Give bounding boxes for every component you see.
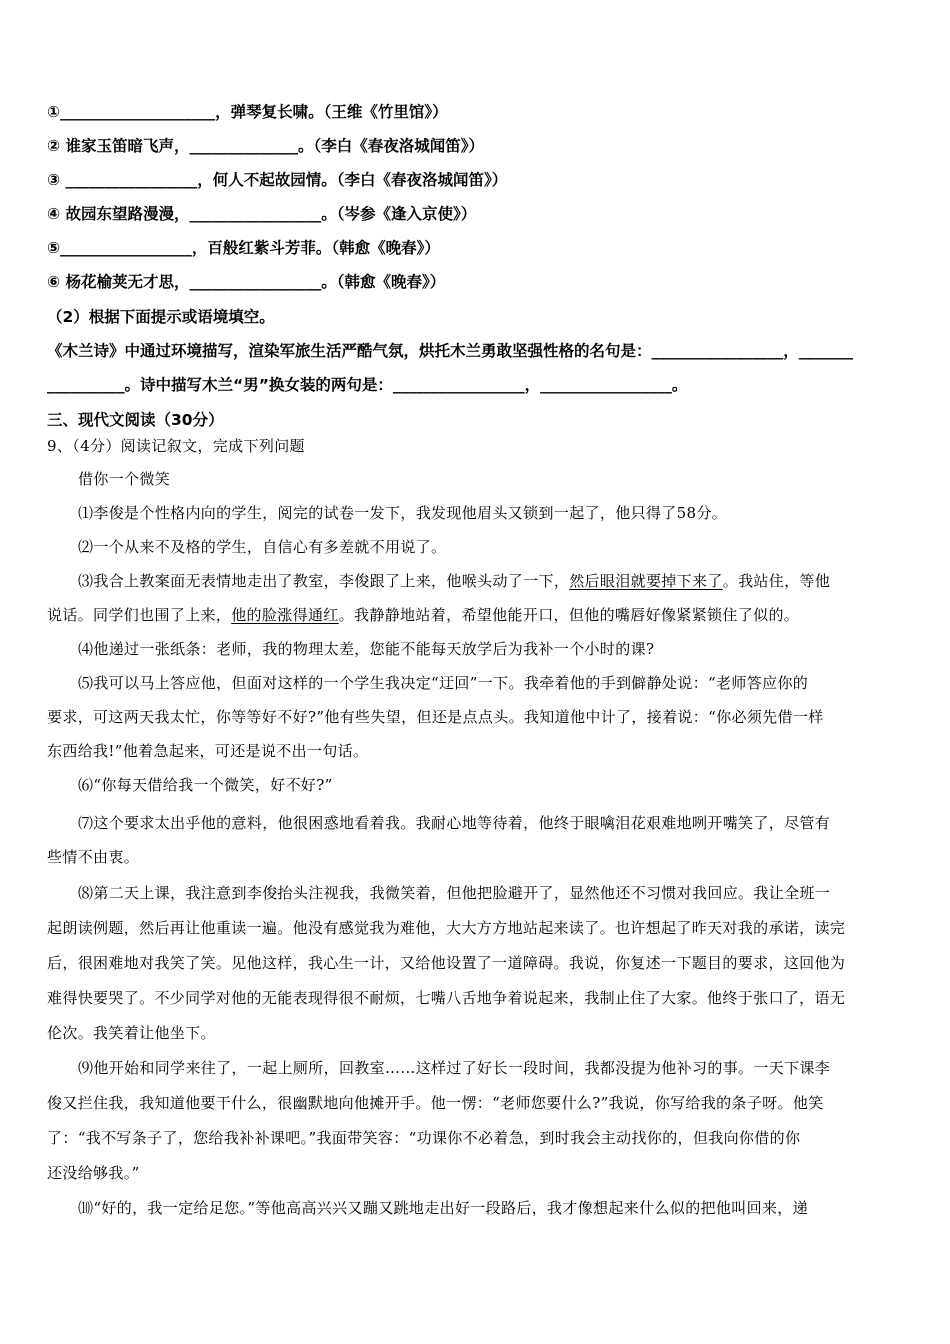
mulan-question-line2: __________。诗中描写木兰“男”换女装的两句是：_________________，_________________。 xyxy=(47,376,688,394)
part2-heading: （2）根据下面提示或语境填空。 xyxy=(47,308,275,326)
story-title: 借你一个微笑 xyxy=(78,470,171,488)
question-header: 9、（4分）阅读记叙文，完成下列问题 xyxy=(47,437,305,455)
paragraph-9-line4: 还没给够我。” xyxy=(47,1164,140,1182)
paragraph-6: ⑹“你每天借给我一个微笑，好不好?” xyxy=(78,776,333,794)
paragraph-5-line1: ⑸我可以马上答应他，但面对这样的一个学生我决定“迂回”一下。我牵着他的手到僻静处说：“老师答应你的 xyxy=(78,674,809,692)
paragraph-9-line3: 了：“我不写条子了，您给我补补课吧。”我面带笑容：“功课你不必着急，到时我会主动找你的，但我向你借的你 xyxy=(47,1129,801,1147)
section-title: 三、现代文阅读（30分） xyxy=(47,411,224,429)
underlined-phrase-2: 他的脸涨得通红 xyxy=(231,606,339,624)
paragraph-9-line1: ⑼他开始和同学来往了，一起上厕所，回教室……这样过了好长一段时间，我都没提为他补习的事。一天下课李 xyxy=(78,1059,831,1077)
fill-blank-4: ④ 故园东望路漫漫，_________________。（岑参《逢入京使》） xyxy=(47,205,477,223)
underlined-phrase-1: 然后眼泪就要掉下来了 xyxy=(569,572,723,590)
paragraph-7-line1: ⑺这个要求太出乎他的意料，他很困惑地看着我。我耐心地等待着，他终于眼噙泪花艰难地咧开嘴笑了，尽管有 xyxy=(78,814,831,832)
fill-blank-3: ③ _________________，何人不起故园情。（李白《春夜洛城闻笛》） xyxy=(47,171,508,189)
paragraph-4: ⑷他递过一张纸条：老师，我的物理太差，您能不能每天放学后为我补一个小时的课? xyxy=(78,640,655,658)
paragraph-7-line2: 些情不由衷。 xyxy=(47,848,140,866)
paragraph-8-line2: 起朗读例题，然后再让他重读一遍。他没有感觉我为难他，大大方方地站起来读了。也许想起了昨天对我的承诺，读完 xyxy=(47,919,846,937)
paragraph-3-line1 xyxy=(78,570,908,592)
paragraph-3-text-a: ⑶我合上教案面无表情地走出了教室，李俊跟了上来，他喉头动了一下， xyxy=(78,572,570,590)
paragraph-3-text-c: 说话。同学们也围了上来， xyxy=(47,606,232,624)
paragraph-10-line1: ⑽“好的，我一定给足您。”等他高高兴兴又蹦又跳地走出好一段路后，我才像想起来什么似的把他叫回来，递 xyxy=(78,1199,808,1217)
paragraph-3-text-d: 。我静静地站着，希望他能开口，但他的嘴唇好像紧紧锁住了似的。 xyxy=(338,606,800,624)
fill-blank-5: ⑤_________________，百般红紫斗芳菲。（韩愈《晚春》） xyxy=(47,239,440,257)
paragraph-8-line5: 伦次。我笑着让他坐下。 xyxy=(47,1024,216,1042)
fill-blank-2: ② 谁家玉笛暗飞声，______________。（李白《春夜洛城闻笛》） xyxy=(47,137,485,155)
paragraph-5-line2: 要求，可这两天我太忙，你等等好不好?”他有些失望，但还是点点头。我知道他中计了，接着说：“你必须先借一样 xyxy=(47,708,824,726)
paragraph-8-line3: 后，很困难地对我笑了笑。见他这样，我心生一计，又给他设置了一道障碍。我说，你复述一下题目的要求，这回他为 xyxy=(47,954,846,972)
mulan-question-line1: 《木兰诗》中通过环境描写，渲染军旅生活严酷气氛，烘托木兰勇敢坚强性格的名句是：_________________，_______ xyxy=(47,342,854,360)
paragraph-3-line2 xyxy=(47,604,907,626)
paragraph-1: ⑴李俊是个性格内向的学生，阅完的试卷一发下，我发现他眉头又锁到一起了，他只得了58分。 xyxy=(78,504,728,522)
paragraph-3-text-b: 。我站住，等他 xyxy=(722,572,831,590)
paragraph-8-line1: ⑻第二天上课，我注意到李俊抬头注视我，我微笑着，但他把脸避开了，显然他还不习惯对我回应。我让全班一 xyxy=(78,884,831,902)
fill-blank-1: ①____________________，弹琴复长啸。（王维《竹里馆》） xyxy=(47,103,448,121)
paragraph-8-line4: 难得快要哭了。不少同学对他的无能表现得很不耐烦，七嘴八舌地争着说起来，我制止住了大家。他终于张口了，语无 xyxy=(47,989,846,1007)
paragraph-2: ⑵一个从来不及格的学生，自信心有多差就不用说了。 xyxy=(78,538,447,556)
paragraph-9-line2: 俊又拦住我，我知道他要干什么，很幽默地向他摊开手。他一愣：“老师您要什么?”我说，你写给我的条子呀。他笑 xyxy=(47,1094,824,1112)
paragraph-5-line3: 东西给我!”他着急起来，可还是说不出一句话。 xyxy=(47,742,369,760)
fill-blank-6: ⑥ 杨花榆荚无才思，_________________。（韩愈《晚春》） xyxy=(47,273,446,291)
